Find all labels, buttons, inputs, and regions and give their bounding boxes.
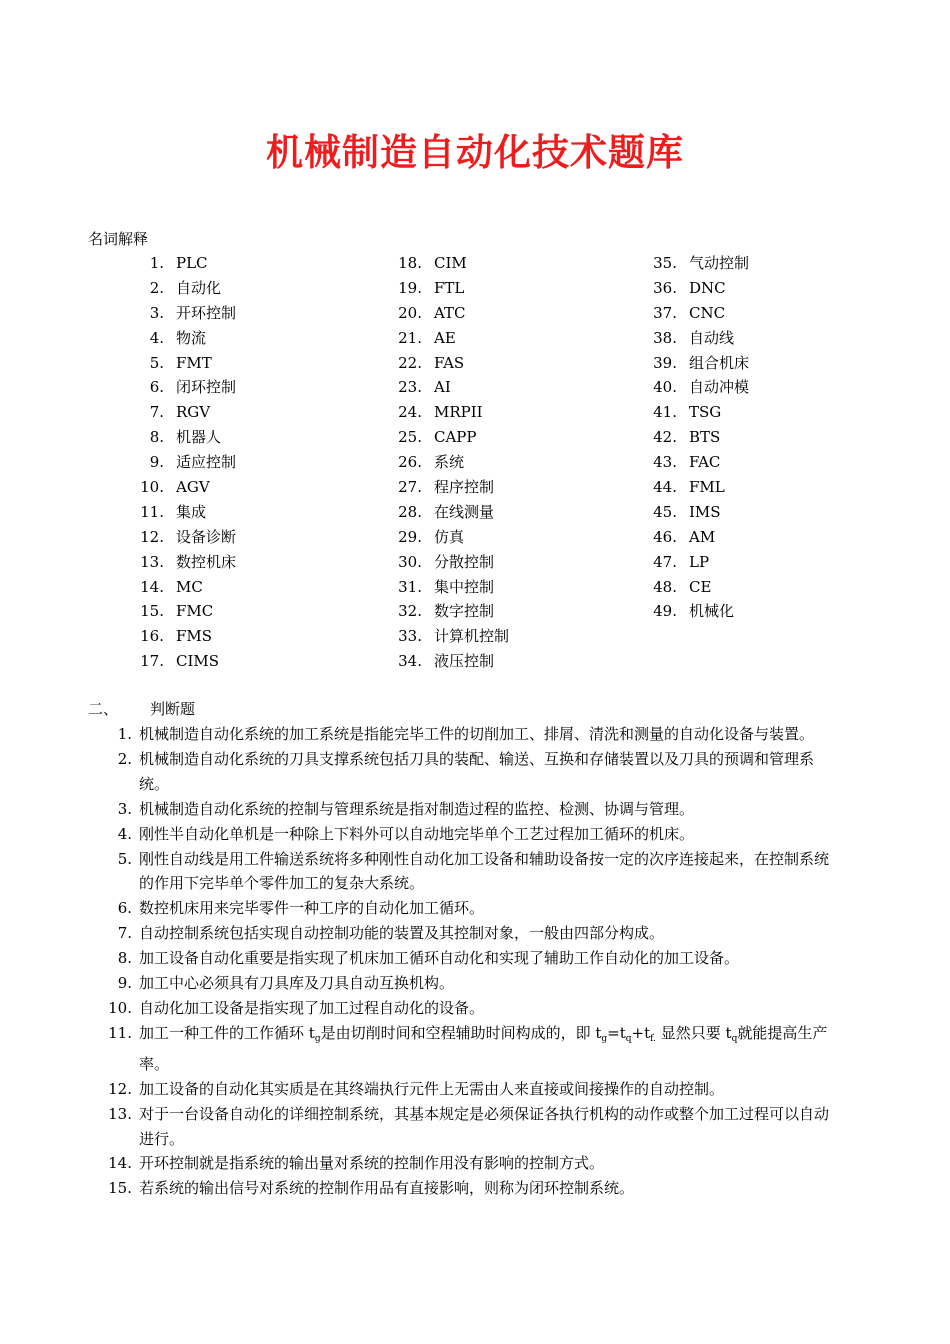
term-text: PLC	[176, 254, 208, 272]
term-item	[375, 450, 509, 475]
statement-item	[100, 996, 840, 1021]
term-number: 24.	[398, 403, 422, 422]
term-item	[375, 649, 509, 674]
term-text: 组合机床	[689, 353, 750, 372]
term-number: 48.	[653, 577, 677, 596]
term-item	[630, 525, 749, 550]
subscript: f.	[650, 1033, 657, 1044]
term-text: AM	[689, 527, 716, 546]
statement-text: 加工设备自动化重要是指实现了机床加工循环自动化和实现了辅助工作自动化的加工设备。	[139, 949, 740, 968]
term-number: 26.	[398, 453, 422, 472]
statement-item	[100, 896, 840, 921]
text-fragment: 就能提高生产率。	[139, 1023, 828, 1073]
term-column-2	[375, 251, 509, 674]
term-text: CAPP	[434, 428, 477, 447]
term-item	[120, 649, 236, 674]
term-number: 45.	[653, 502, 677, 521]
term-number: 29.	[398, 527, 422, 546]
term-text: 自动冲模	[689, 378, 750, 397]
term-number: 46.	[653, 527, 677, 546]
term-number: 5.	[149, 353, 164, 372]
statement-number: 3.	[117, 799, 132, 818]
term-number: 13.	[140, 552, 164, 571]
term-number: 31.	[398, 577, 422, 596]
term-text: 物流	[176, 328, 207, 347]
statement-text: 对于一台设备自动化的详细控制系统，其基本规定是必须保证各执行机构的动作或整个加工过程可以自动进行。	[139, 1104, 830, 1148]
term-text: 数字控制	[434, 602, 495, 621]
term-item	[120, 624, 236, 649]
term-item	[630, 326, 749, 351]
statement-text: 机械制造自动化系统的加工系统是指能完毕工件的切削加工、排屑、清洗和测量的自动化设备与装置。	[139, 725, 815, 743]
term-item	[120, 425, 236, 450]
text-fragment: 是由切削时间和空程辅助时间构成的，即 t	[320, 1023, 602, 1042]
term-item	[120, 525, 236, 550]
term-number: 33.	[398, 627, 422, 646]
statement-text: 加工设备的自动化其实质是在其终端执行元件上无需由人来直接或间接操作的自动控制。	[139, 1079, 725, 1098]
term-text: RGV	[176, 403, 211, 422]
term-text: CNC	[689, 303, 726, 322]
term-number: 18.	[398, 254, 422, 272]
term-item	[120, 276, 236, 301]
term-text: 数控机床	[176, 552, 237, 571]
statement-item	[100, 946, 840, 971]
statement-number: 13.	[108, 1104, 132, 1123]
statement-number: 5.	[117, 849, 132, 868]
term-text: 自动线	[689, 328, 735, 347]
term-item	[120, 500, 236, 525]
text-fragment: +t	[631, 1023, 651, 1042]
subscript: g	[314, 1033, 321, 1044]
statement-number: 7.	[117, 924, 132, 943]
term-column-3	[630, 251, 749, 624]
term-text: LP	[689, 552, 710, 571]
term-text: TSG	[689, 403, 722, 422]
statement-text: 若系统的输出信号对系统的控制作用品有直接影响，则称为闭环控制系统。	[139, 1179, 635, 1198]
subscript: q	[731, 1033, 738, 1044]
term-item	[375, 550, 509, 575]
term-number: 7.	[149, 403, 164, 422]
term-item	[120, 475, 236, 500]
term-item	[630, 375, 749, 400]
term-number: 6.	[149, 378, 164, 397]
term-item	[630, 301, 749, 326]
term-item	[120, 326, 236, 351]
term-text: MRPII	[434, 403, 483, 422]
statement-item	[100, 822, 840, 847]
text-fragment: =t	[607, 1023, 626, 1042]
statement-item	[100, 797, 840, 822]
term-text: FMS	[176, 627, 213, 646]
term-column-1	[120, 251, 236, 674]
term-item	[375, 351, 509, 376]
statement-item	[100, 1077, 840, 1102]
term-text: CIM	[434, 254, 467, 272]
term-item	[630, 251, 749, 276]
term-number: 39.	[653, 353, 677, 372]
statement-item	[100, 747, 840, 797]
term-item	[120, 450, 236, 475]
term-text: 机器人	[176, 428, 222, 447]
term-text: ATC	[434, 303, 466, 322]
term-text: 分散控制	[434, 552, 495, 571]
term-number: 35.	[653, 254, 677, 272]
statement-item	[100, 722, 840, 747]
statement-text	[139, 1024, 827, 1073]
term-text: BTS	[689, 428, 721, 447]
term-item	[375, 475, 509, 500]
term-item	[375, 599, 509, 624]
statement-text: 机械制造自动化系统的控制与管理系统是指对制造过程的监控、检测、协调与管理。	[139, 799, 695, 818]
term-number: 43.	[653, 453, 677, 472]
term-text: 适应控制	[176, 453, 237, 472]
term-text: 液压控制	[434, 652, 495, 671]
term-number: 2.	[149, 278, 164, 297]
term-item	[375, 500, 509, 525]
section-heading-terms: 名词解释	[88, 230, 149, 248]
statement-number: 9.	[117, 974, 132, 993]
term-number: 49.	[653, 602, 677, 621]
term-number: 42.	[653, 428, 677, 447]
term-item	[630, 550, 749, 575]
term-number: 4.	[149, 328, 164, 347]
statement-number: 4.	[117, 824, 132, 843]
term-text: 气动控制	[689, 254, 750, 272]
statement-text: 机械制造自动化系统的刀具支撑系统包括刀具的装配、输送、互换和存储装置以及刀具的预调和管理系统。	[139, 749, 815, 793]
term-text: FAS	[434, 353, 465, 372]
term-number: 3.	[149, 303, 164, 322]
term-item	[120, 575, 236, 600]
statement-number: 10.	[108, 998, 132, 1017]
term-text: DNC	[689, 278, 726, 297]
statement-number: 11.	[108, 1023, 132, 1042]
term-number: 40.	[653, 378, 677, 397]
statement-number: 6.	[117, 899, 132, 918]
term-text: 自动化	[176, 278, 222, 297]
term-item	[120, 251, 236, 276]
term-text: 机械化	[689, 602, 735, 621]
term-item	[120, 351, 236, 376]
term-text: 开环控制	[176, 303, 237, 322]
term-number: 8.	[149, 428, 164, 447]
term-item	[120, 400, 236, 425]
term-item	[375, 251, 509, 276]
statement-item	[100, 1021, 840, 1077]
section-title: 判断题	[150, 700, 196, 718]
term-item	[630, 276, 749, 301]
section-heading-judgment	[88, 698, 195, 719]
statement-text: 开环控制就是指系统的输出量对系统的控制作用没有影响的控制方式。	[139, 1154, 605, 1173]
statement-text: 自动控制系统包括实现自动控制功能的装置及其控制对象，一般由四部分构成。	[139, 924, 665, 943]
term-number: 20.	[398, 303, 422, 322]
term-number: 17.	[140, 652, 164, 671]
statement-number: 2.	[117, 749, 132, 768]
term-text: CIMS	[176, 652, 220, 671]
term-text: 闭环控制	[176, 378, 237, 397]
statement-list	[100, 722, 840, 1201]
section-number: 二、	[88, 700, 119, 718]
term-item	[630, 599, 749, 624]
term-text: AE	[434, 328, 456, 347]
term-text: 在线测量	[434, 502, 495, 521]
term-number: 34.	[398, 652, 422, 671]
term-number: 27.	[398, 478, 422, 497]
term-text: 集成	[176, 502, 207, 521]
term-number: 41.	[653, 403, 677, 422]
term-number: 37.	[653, 303, 677, 322]
term-item	[630, 575, 749, 600]
statement-item	[100, 1176, 840, 1201]
term-text: FML	[689, 478, 725, 497]
term-item	[630, 450, 749, 475]
term-text: 仿真	[434, 527, 465, 546]
term-item	[375, 326, 509, 351]
term-item	[375, 400, 509, 425]
term-item	[375, 301, 509, 326]
term-item	[630, 351, 749, 376]
statement-number: 8.	[117, 949, 132, 968]
statement-item	[100, 847, 840, 897]
term-number: 36.	[653, 278, 677, 297]
term-number: 10.	[140, 478, 164, 497]
term-item	[120, 599, 236, 624]
term-number: 16.	[140, 627, 164, 646]
term-text: FTL	[434, 278, 465, 297]
statement-item	[100, 1102, 840, 1152]
subscript: g	[601, 1033, 608, 1044]
statement-item	[100, 971, 840, 996]
term-number: 23.	[398, 378, 422, 397]
page-title: 机械制造自动化技术题库	[266, 130, 684, 174]
term-item	[120, 301, 236, 326]
term-number: 25.	[398, 428, 422, 447]
term-text: MC	[176, 577, 203, 596]
term-item	[375, 575, 509, 600]
term-item	[630, 500, 749, 525]
text-fragment: 显然只要 t	[656, 1023, 732, 1042]
term-text: 集中控制	[434, 577, 495, 596]
term-text: FMT	[176, 353, 212, 372]
statement-text: 自动化加工设备是指实现了加工过程自动化的设备。	[139, 998, 485, 1017]
statement-text: 加工中心必须具有刀具库及刀具自动互换机构。	[139, 974, 455, 993]
subscript: q	[625, 1033, 632, 1044]
term-number: 11.	[140, 502, 164, 521]
statement-number: 1.	[117, 725, 132, 743]
statement-text: 刚性自动线是用工件输送系统将多种刚性自动化加工设备和辅助设备按一定的次序连接起来，在控制系统的作用下完毕单个零件加工的复杂大系统。	[139, 849, 830, 893]
statement-number: 15.	[108, 1179, 132, 1198]
term-item	[375, 276, 509, 301]
term-number: 47.	[653, 552, 677, 571]
term-text: CE	[689, 577, 712, 596]
term-item	[375, 425, 509, 450]
term-text: 程序控制	[434, 478, 495, 497]
term-text: 计算机控制	[434, 627, 510, 646]
term-text: AGV	[176, 478, 210, 497]
term-number: 9.	[149, 453, 164, 472]
term-item	[375, 525, 509, 550]
statement-item	[100, 1151, 840, 1176]
term-number: 44.	[653, 478, 677, 497]
term-item	[375, 624, 509, 649]
statement-text: 数控机床用来完毕零件一种工序的自动化加工循环。	[139, 899, 485, 918]
term-item	[630, 425, 749, 450]
statement-number: 12.	[108, 1079, 132, 1098]
term-number: 21.	[398, 328, 422, 347]
statement-number: 14.	[108, 1154, 132, 1173]
term-text: FMC	[176, 602, 214, 621]
term-number: 22.	[398, 353, 422, 372]
term-text: FAC	[689, 453, 721, 472]
term-text: AI	[434, 378, 451, 397]
term-text: 设备诊断	[176, 527, 237, 546]
term-number: 19.	[398, 278, 422, 297]
term-number: 32.	[398, 602, 422, 621]
term-number: 1.	[149, 254, 164, 272]
term-item	[630, 400, 749, 425]
term-number: 15.	[140, 602, 164, 621]
statement-item	[100, 921, 840, 946]
term-number: 12.	[140, 527, 164, 546]
term-item	[630, 475, 749, 500]
text-fragment: 加工一种工件的工作循环 t	[139, 1023, 315, 1042]
term-number: 14.	[140, 577, 164, 596]
term-text: IMS	[689, 502, 721, 521]
statement-text: 刚性半自动化单机是一种除上下料外可以自动地完毕单个工艺过程加工循环的机床。	[139, 824, 695, 843]
term-item	[375, 375, 509, 400]
term-number: 38.	[653, 328, 677, 347]
term-item	[120, 550, 236, 575]
term-number: 30.	[398, 552, 422, 571]
term-text: 系统	[434, 453, 465, 472]
term-item	[120, 375, 236, 400]
term-number: 28.	[398, 502, 422, 521]
